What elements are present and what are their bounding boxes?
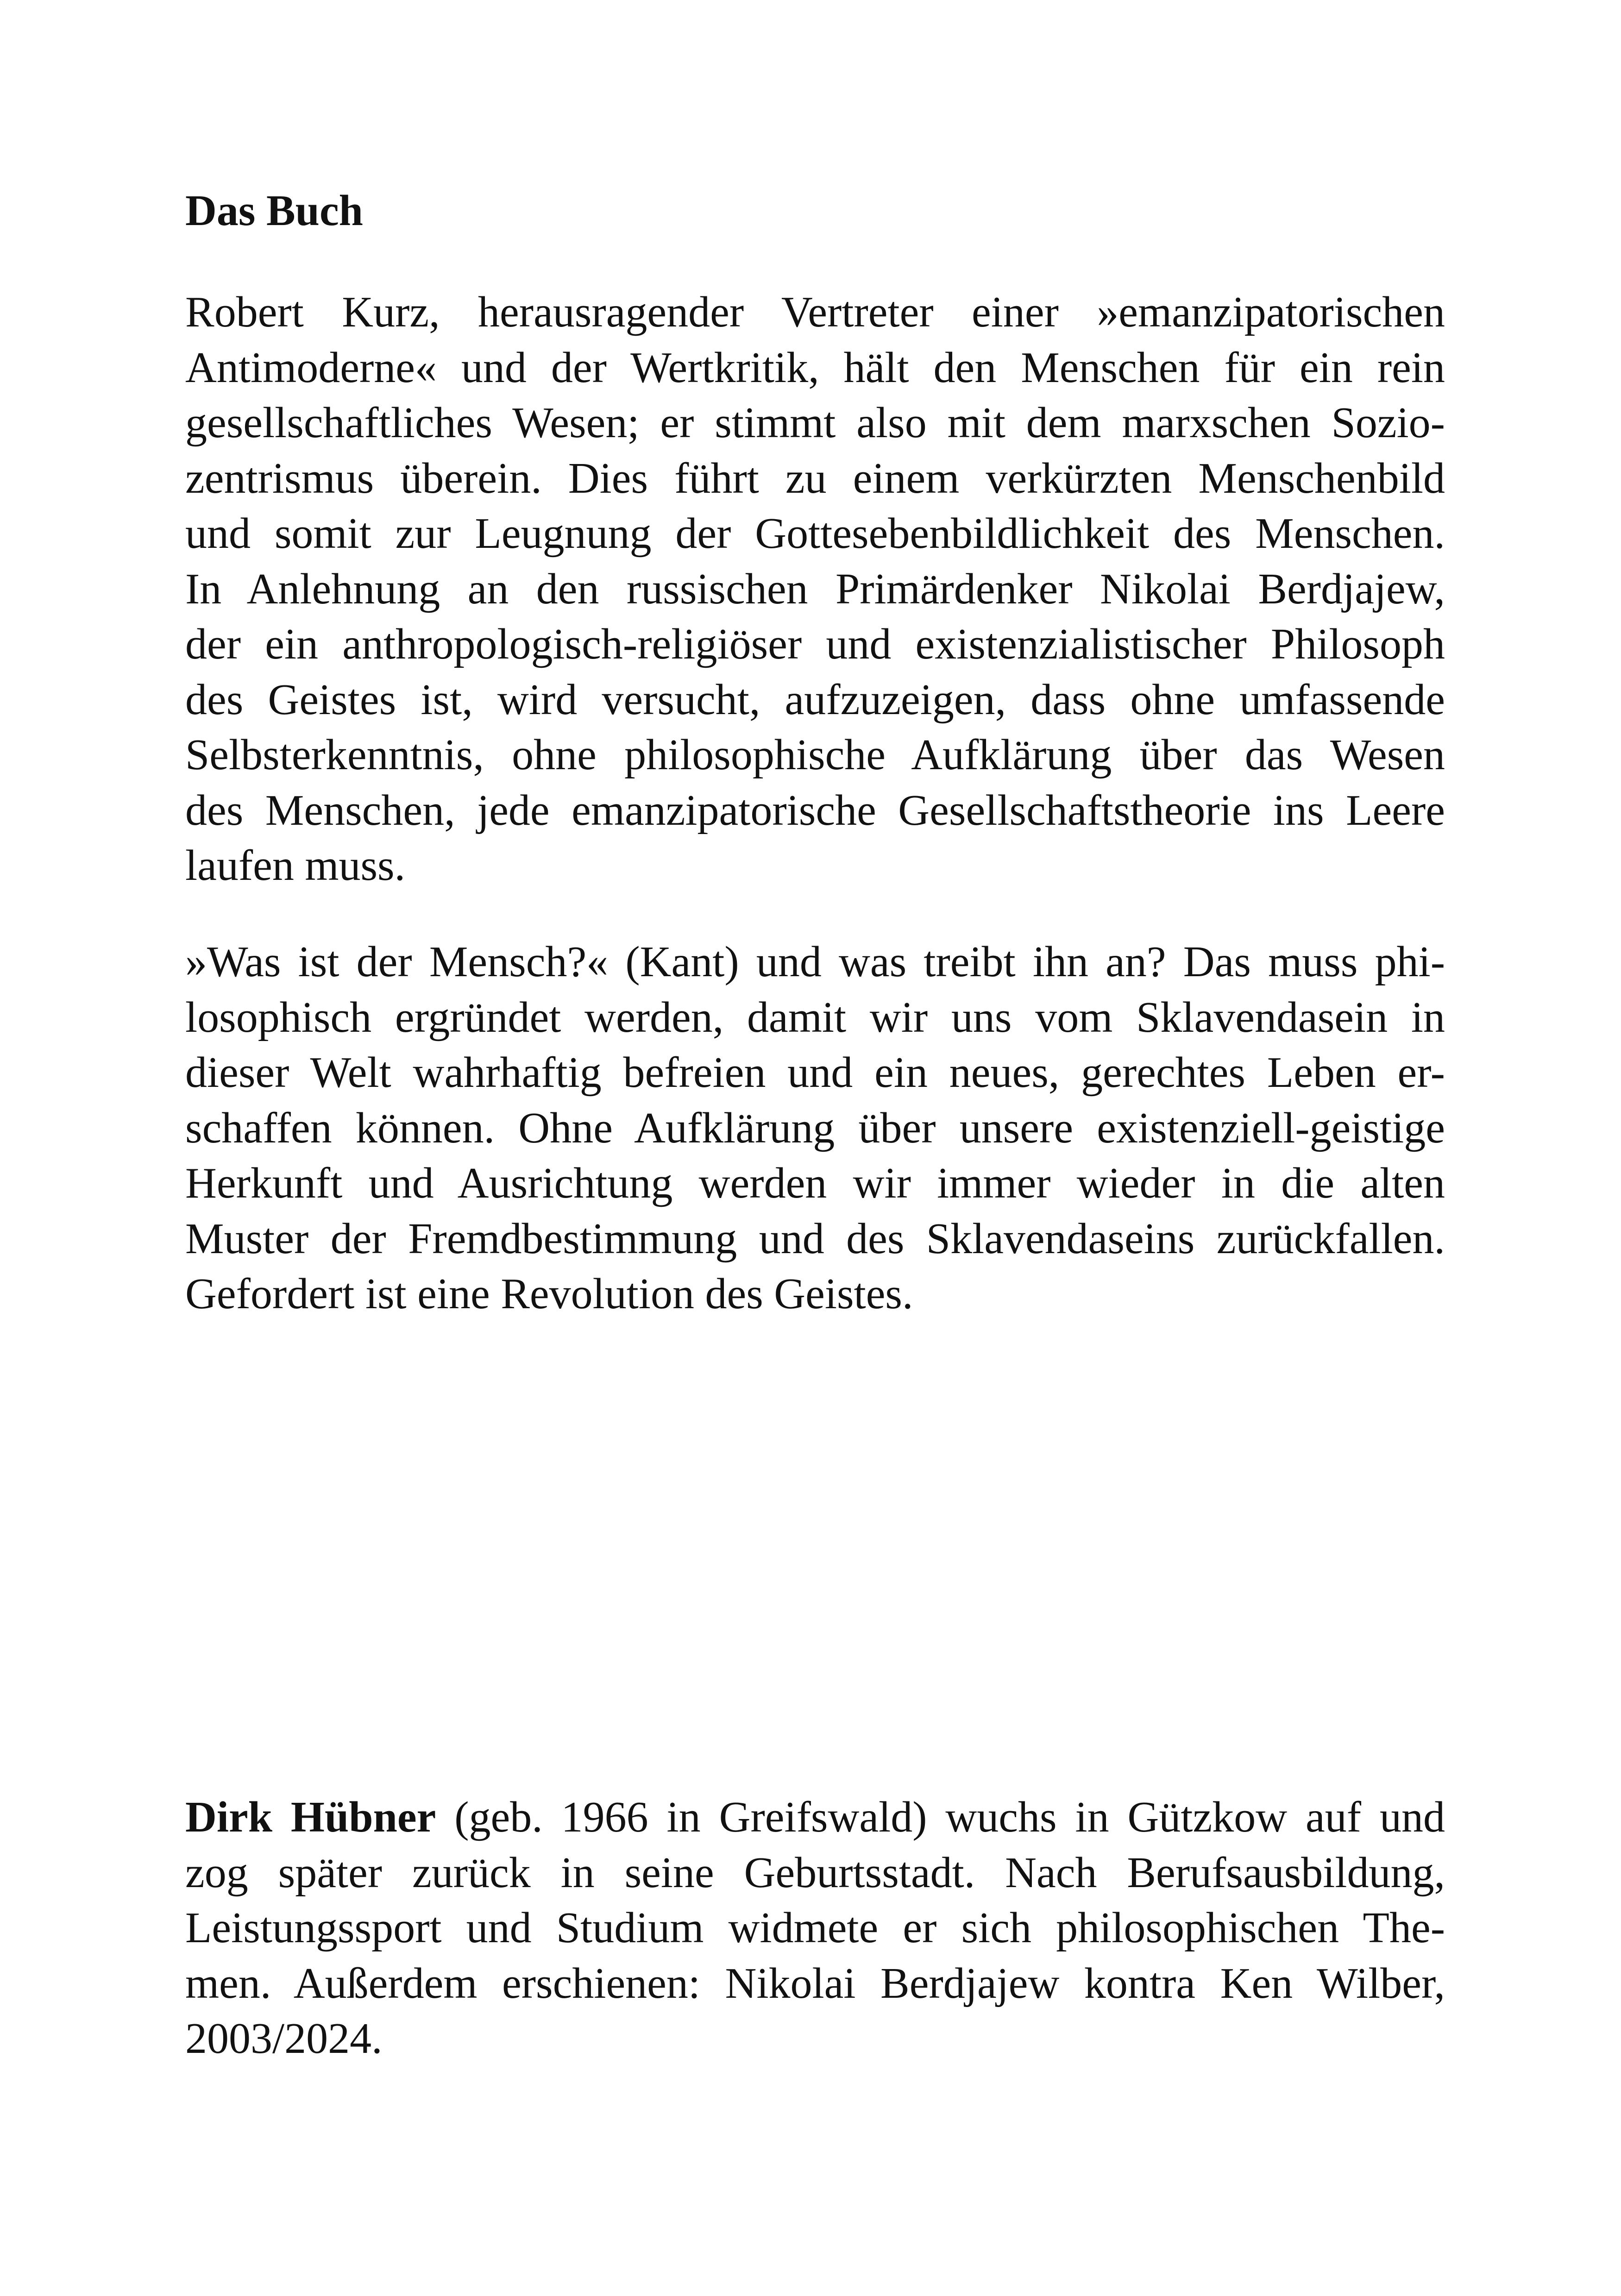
text-line: Leistungssport und Studium widmete er sich philosophischen The-	[185, 1904, 1445, 1952]
text-line: schaffen können. Ohne Aufklärung über unsere existenziell-geistige	[185, 1104, 1445, 1152]
section-heading: Das Buch	[185, 187, 363, 235]
text-line: Herkunft und Ausrichtung werden wir immer wieder in die alten	[185, 1159, 1445, 1207]
author-name: Dirk Hübner	[185, 1793, 436, 1841]
text-line: »Was ist der Mensch?« (Kant) und was treibt ihn an? Das muss phi-	[185, 938, 1445, 986]
text-line: Gefordert ist eine Revolution des Geistes.	[185, 1270, 913, 1318]
text-line: und somit zur Leugnung der Gottesebenbildlichkeit des Menschen.	[185, 509, 1445, 558]
text-line: der ein anthropologisch-religiöser und existenzialistischer Philosoph	[185, 620, 1445, 668]
book-description-paragraph	[185, 285, 1445, 894]
kant-question-paragraph	[185, 935, 1445, 1322]
text-line: zog später zurück in seine Geburtsstadt. Nach Berufsausbildung,	[185, 1848, 1445, 1897]
text-line: des Menschen, jede emanzipatorische Gesellschaftstheorie ins Leere	[185, 786, 1445, 834]
text-line: men. Außerdem erschienen: Nikolai Berdjajew kontra Ken Wilber,	[185, 1959, 1445, 2007]
text-line: 2003/2024.	[185, 2014, 383, 2063]
text-line: Antimoderne« und der Wertkritik, hält den Menschen für ein rein	[185, 343, 1445, 392]
text-line: dieser Welt wahrhaftig befreien und ein neues, gerechtes Leben er-	[185, 1048, 1445, 1097]
text-line	[185, 1790, 1445, 1845]
text-line: Muster der Fremdbestimmung und des Sklavendaseins zurückfallen.	[185, 1214, 1445, 1263]
text-line: zentrismus überein. Dies führt zu einem verkürzten Menschenbild	[185, 454, 1445, 502]
text-line: laufen muss.	[185, 841, 406, 890]
text-line: losophisch ergründet werden, damit wir uns vom Sklavendasein in	[185, 993, 1445, 1041]
text-line: des Geistes ist, wird versucht, aufzuzeigen, dass ohne umfassende	[185, 675, 1445, 724]
author-bio-first-line: (geb. 1966 in Greifswald) wuchs in Gützkow auf und	[436, 1793, 1445, 1841]
text-line: In Anlehnung an den russischen Primärdenker Nikolai Berdjajew,	[185, 565, 1445, 613]
author-bio-paragraph	[185, 1790, 1445, 2067]
text-line: gesellschaftliches Wesen; er stimmt also mit dem marxschen Sozio-	[185, 399, 1445, 447]
text-line: Robert Kurz, herausragender Vertreter einer »emanzipatorischen	[185, 288, 1445, 336]
text-line: Selbsterkenntnis, ohne philosophische Aufklärung über das Wesen	[185, 731, 1445, 779]
